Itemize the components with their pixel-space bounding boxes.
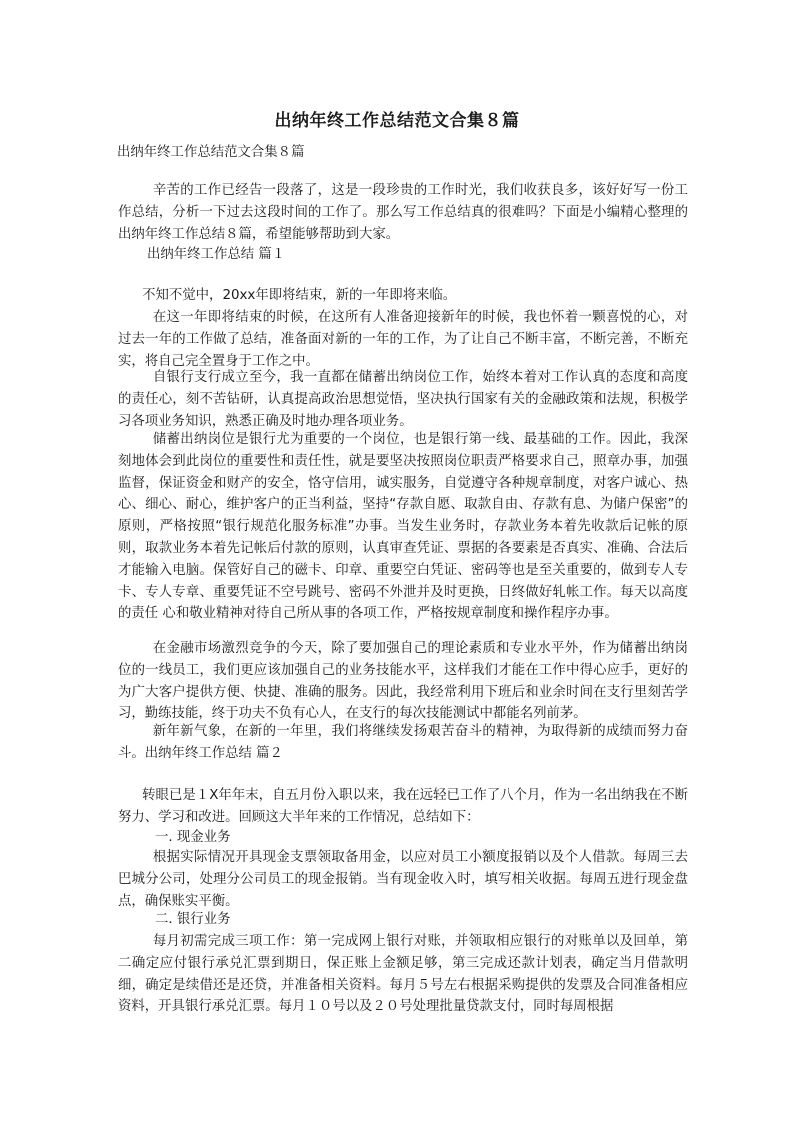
document-subtitle: 出纳年终工作总结范文合集８篇 [117,145,305,160]
paragraph-6: 新年新气象，在新的一年里，我们将继续发扬艰苦奋斗的精神，为取得新的成绩而努力奋斗。出纳年终工作总结 篇２ [118,724,688,761]
section-heading-cash: 一. 现金业务 [155,830,231,845]
paragraph-5: 在金融市场激烈竞争的今天，除了要加强自己的理论素质和专业水平外，作为储蓄出纳岗位的一线员工，我们更应该加强自己的业务技能水平，这样我们才能在工作中得心应手，更好的为广大客户提供方便、快捷、准确的服务。因此，我经常利用下班后和业余时间在支行里刻苦学习，勤练技能，终于功夫不负有心人，在支行的每次技能测试中都能名列前茅。 [118,641,688,722]
paragraph-1: 不知不觉中，20xx年即将结束，新的一年即将来临。 [142,288,457,303]
section-heading-1: 出纳年终工作总结 篇１ [147,247,286,262]
paragraph-7: 转眼已是１X年年末，自五月份入职以来，我在远轻已工作了八个月，作为一名出纳我在不断努力、学习和改进。回顾这大半年来的工作情况，总结如下： [118,788,688,825]
section-heading-bank: 二. 银行业务 [155,912,231,927]
paragraph-2: 在这一年即将结束的时候，在这所有人准备迎接新年的时候，我也怀着一颗喜悦的心，对过去一年的工作做了总结，准备面对新的一年的工作，为了让自己不断丰富，不断完善，不断充实，将自己完全置身于工作之中。 [118,310,688,369]
paragraph-8: 根据实际情况开具现金支票领取备用金，以应对员工小额度报销以及个人借款。每周三去巴城分公司，处理分公司员工的现金报销。当有现金收入时，填写相关收据。每周五进行现金盘点，确保账实平衡。 [118,850,688,909]
intro-paragraph: 辛苦的工作已经告一段落了，这是一段珍贵的工作时光，我们收获良多，该好好写一份工作总结，分析一下过去这段时间的工作了。那么写工作总结真的很难吗？下面是小编精心整理的出纳年终工作总结８篇，希望能够帮助到大家。 [118,183,688,242]
paragraph-9: 每月初需完成三项工作：第一完成网上银行对账，并领取相应银行的对账单以及回单，第二确定应付银行承兑汇票到期日，保正账上金额足够，第三完成还款计划表，确定当月借款明细，确定是续借还是还贷，并准备相关资料。每月５号左右根据采购提供的发票及合同准备相应资料，开具银行承兑汇票。每月１０号以及２０号处理批量贷款支付，同时每周根据 [118,934,688,1015]
document-title: 出纳年终工作总结范文合集８篇 [274,111,520,131]
paragraph-3: 自银行支行成立至今，我一直都在储蓄出纳岗位工作，始终本着对工作认真的态度和高度的责任心，刻不苦钻研，认真提高政治思想觉悟，坚决执行国家有关的金融政策和法规，积极学习各项业务知识，熟悉正确及时地办理各项业务。 [118,370,688,429]
paragraph-4: 储蓄出纳岗位是银行尤为重要的一个岗位，也是银行第一线、最基础的工作。因此，我深刻地体会到此岗位的重要性和责任性，就是要坚决按照岗位职责严格要求自己，照章办事，加强监督，保证资金和财产的安全，恪守信用，诚实服务，自觉遵守各种规章制度，对客户诚心、热心、细心、耐心，维护客户的正当利益，坚持“存款自愿、取款自由、存款有息、为储户保密”的原则，严格按照“银行规范化服务标准”办事。当发生业务时，存款业务本着先收款后记帐的原则，取款业务本着先记帐后付款的原则，认真审查凭证、票据的各要素是否真实、准确、合法后才能输入电脑。保管好自己的磁卡、印章、重要空白凭证、密码等也是至关重要的，做到专人专卡、专人专章、重要凭证不空号跳号、密码不外泄并及时更换，日终做好轧帐工作。每天以高度的责任 心和敬业精神对待自己所从事的各项工作，严格按规章制度和操作程序办事。 [118,432,688,622]
